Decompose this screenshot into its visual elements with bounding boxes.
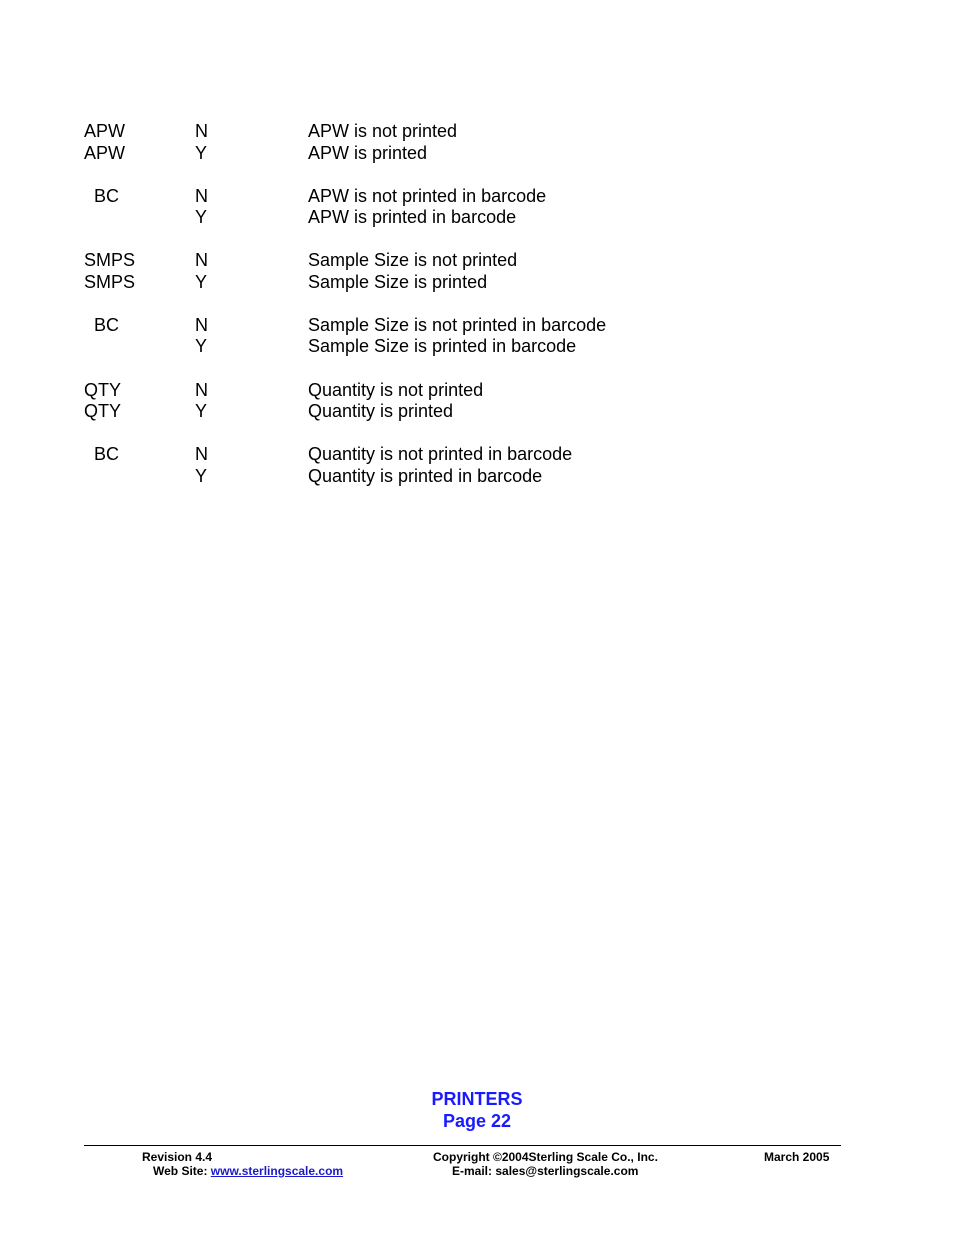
table-row	[0, 249, 954, 271]
row-description: Quantity is printed in barcode	[308, 466, 543, 486]
row-description: Sample Size is printed in barcode	[308, 336, 577, 356]
footer-website-label: Web Site:	[153, 1164, 211, 1178]
row-code: BC	[94, 186, 120, 206]
footer-website	[153, 1164, 343, 1178]
row-code: APW	[84, 143, 126, 163]
table-row	[0, 185, 954, 207]
table-row	[0, 120, 954, 142]
row-code: QTY	[84, 380, 122, 400]
row-value: N	[195, 121, 208, 141]
row-code: SMPS	[84, 272, 136, 292]
row-value: Y	[195, 143, 208, 163]
table-row	[0, 443, 954, 465]
table-row	[0, 379, 954, 401]
row-code: SMPS	[84, 250, 136, 270]
row-code: APW	[84, 121, 126, 141]
table-row	[0, 142, 954, 164]
row-value: Y	[195, 272, 208, 292]
row-description: APW is printed in barcode	[308, 207, 517, 227]
row-description: APW is not printed in barcode	[308, 186, 547, 206]
footer-revision: Revision 4.4	[142, 1150, 213, 1164]
row-code: BC	[94, 315, 120, 335]
table-row	[0, 271, 954, 293]
row-value: N	[195, 444, 208, 464]
table-row	[0, 206, 954, 228]
website-link[interactable]: www.sterlingscale.com	[210, 1164, 344, 1178]
table-row	[0, 465, 954, 487]
row-description: APW is not printed	[308, 121, 458, 141]
row-value: Y	[195, 336, 208, 356]
row-value: Y	[195, 401, 208, 421]
row-description: Sample Size is not printed in barcode	[308, 315, 607, 335]
table-row	[0, 400, 954, 422]
table-row	[0, 314, 954, 336]
footer-divider	[84, 1145, 841, 1146]
row-code: QTY	[84, 401, 122, 421]
footer-email: E-mail: sales@sterlingscale.com	[452, 1164, 639, 1178]
footer-copyright: Copyright ©2004Sterling Scale Co., Inc.	[433, 1150, 658, 1164]
section-title: PRINTERS	[431, 1089, 523, 1109]
row-value: N	[195, 250, 208, 270]
row-code: BC	[94, 444, 120, 464]
row-value: Y	[195, 466, 208, 486]
row-description: Quantity is printed	[308, 401, 454, 421]
page-number: Page 22	[442, 1111, 512, 1131]
row-value: Y	[195, 207, 208, 227]
row-value: N	[195, 186, 208, 206]
table-row	[0, 335, 954, 357]
row-description: Quantity is not printed in barcode	[308, 444, 573, 464]
row-description: APW is printed	[308, 143, 428, 163]
footer-date: March 2005	[764, 1150, 830, 1164]
row-description: Sample Size is printed	[308, 272, 488, 292]
row-value: N	[195, 315, 208, 335]
row-description: Sample Size is not printed	[308, 250, 518, 270]
row-description: Quantity is not printed	[308, 380, 484, 400]
row-value: N	[195, 380, 208, 400]
